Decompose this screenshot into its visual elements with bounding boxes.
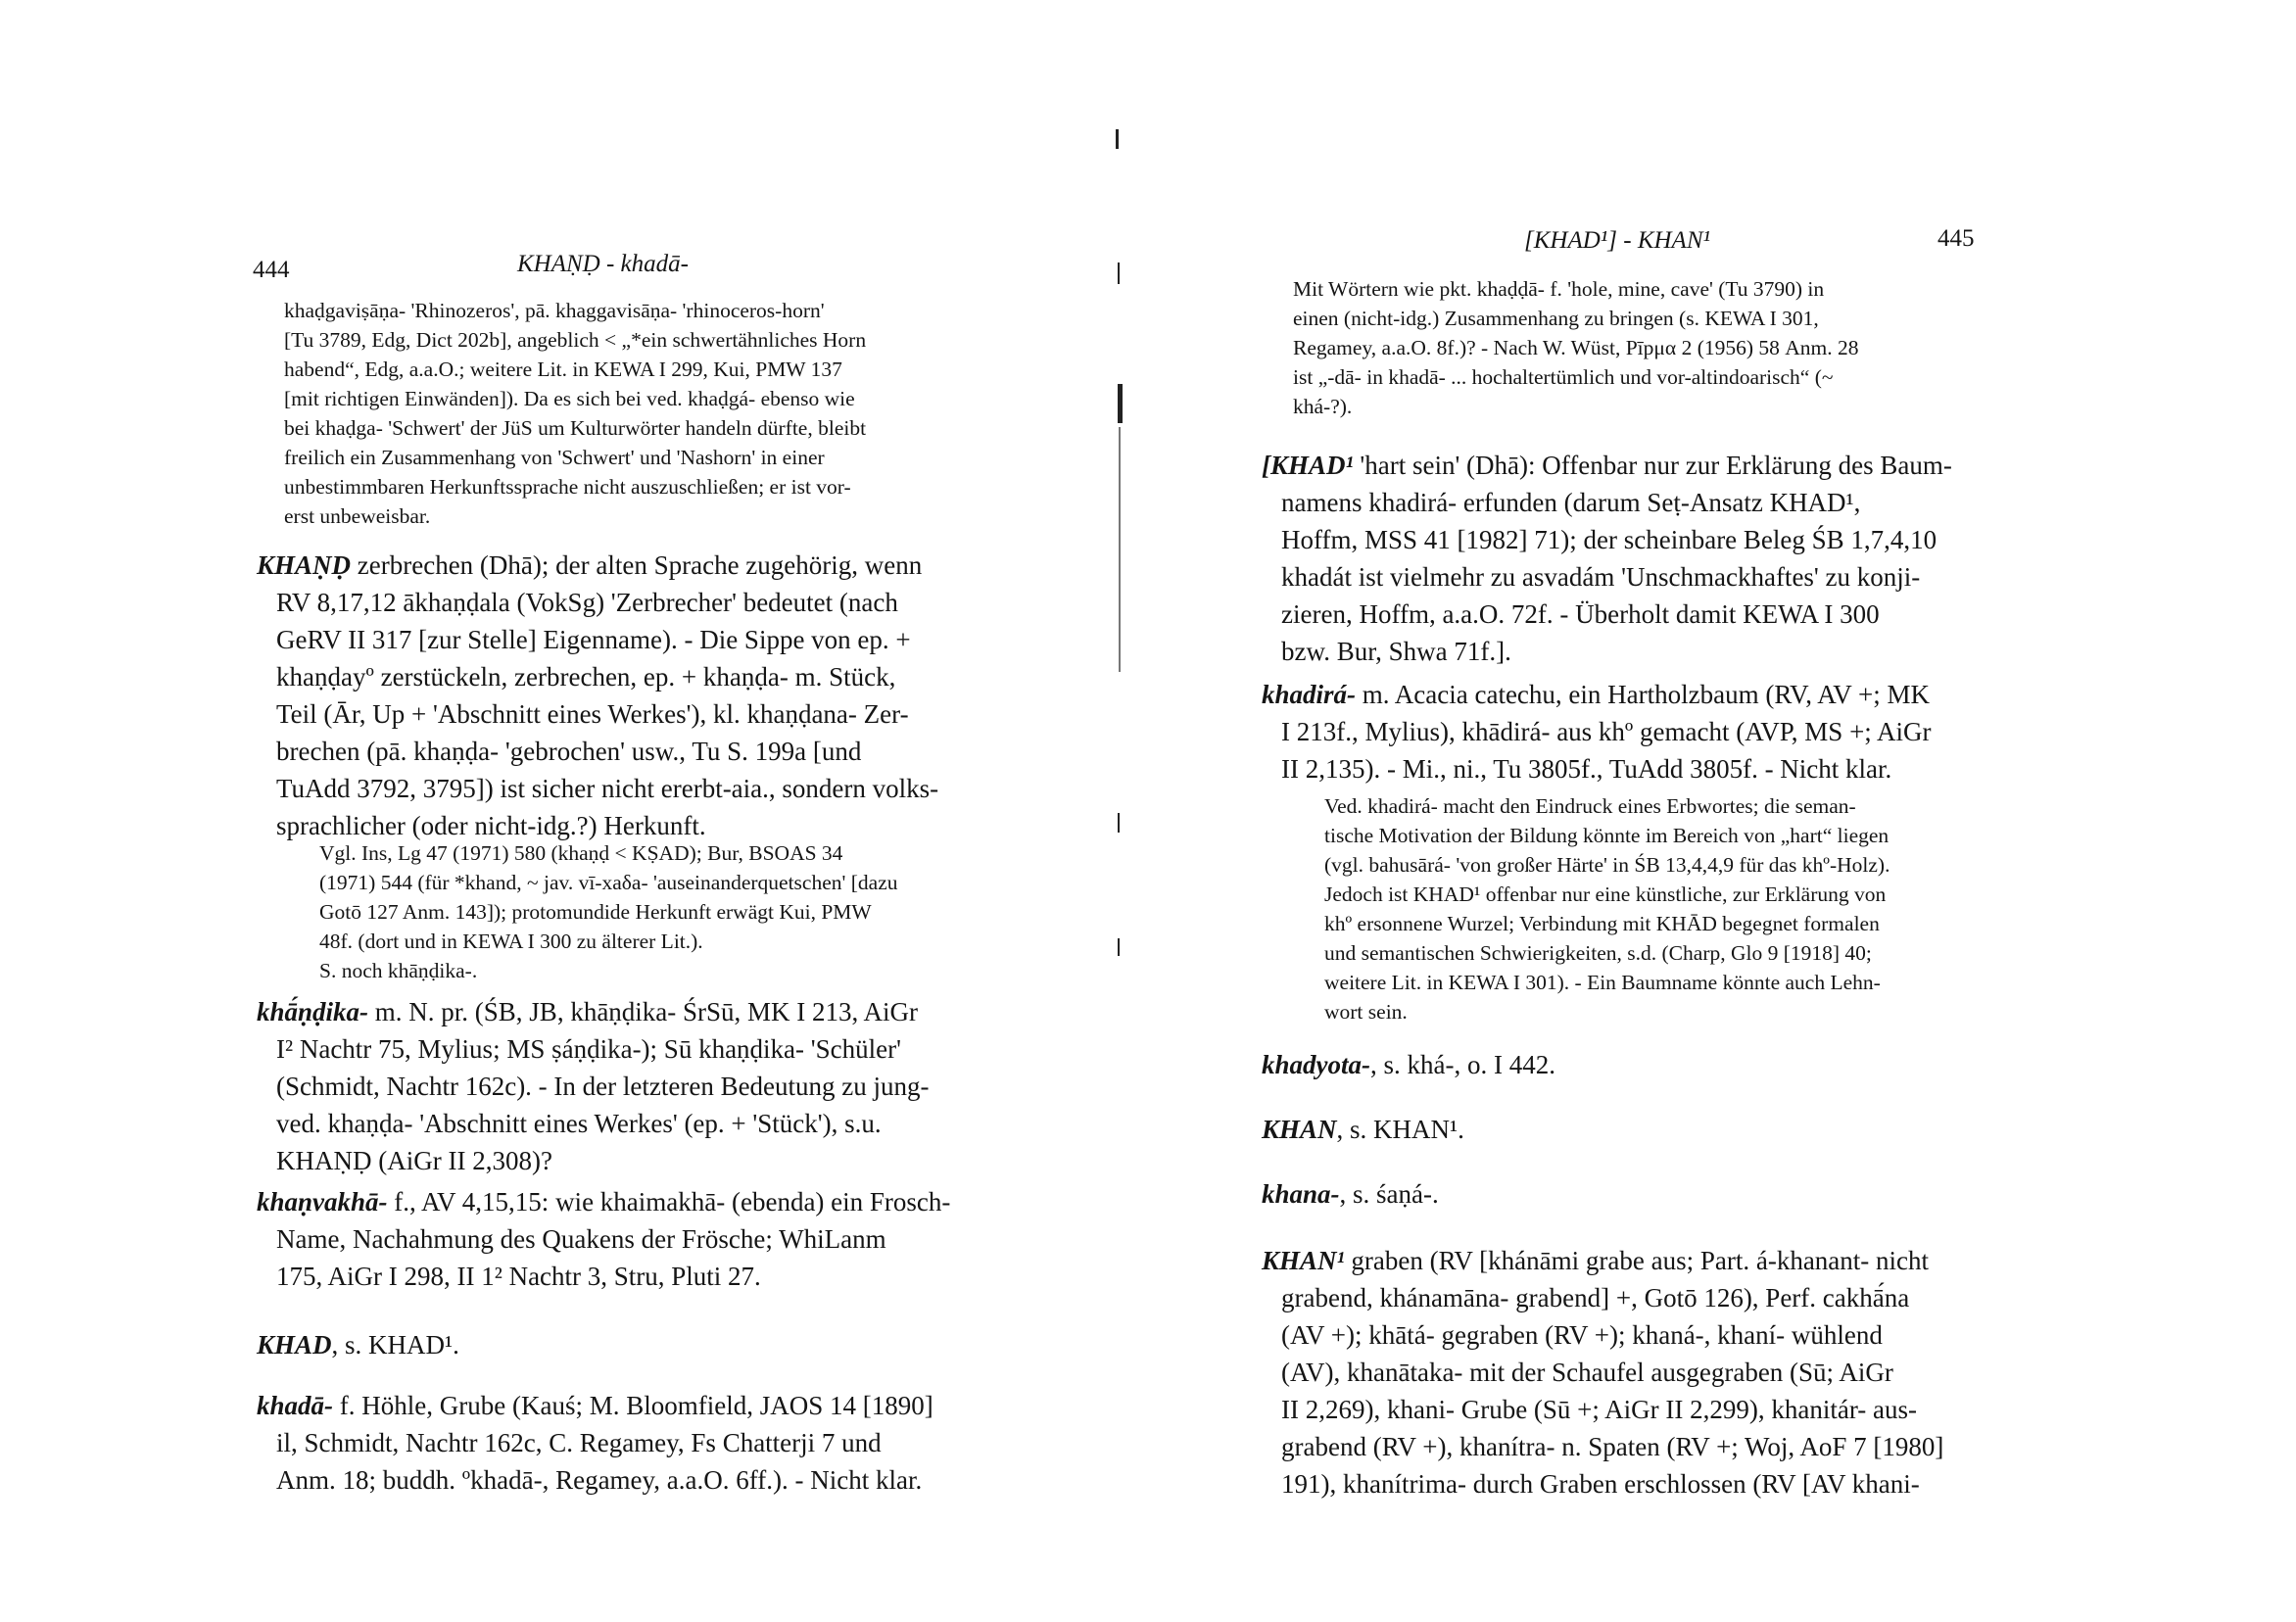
entry-headword: KHAN¹ — [1262, 1246, 1345, 1275]
entry-headword: KHAD — [257, 1330, 332, 1360]
right-page — [1136, 0, 2296, 1622]
entry-note — [319, 838, 897, 985]
entry-text: f., AV 4,15,15: wie khaimakhā- (ebenda) ein Frosch- — [387, 1187, 951, 1216]
entry-text: 175, AiGr I 298, II 1² Nachtr 3, Stru, Pluti 27. — [276, 1262, 761, 1291]
entry-headword: KHAṆḌ — [257, 550, 352, 580]
carryover-note — [284, 296, 866, 531]
dictionary-entry — [1262, 1242, 1943, 1503]
entry-text: II 2,135). - Mi., ni., Tu 3805f., TuAdd 3805f. - Nicht klar. — [1281, 754, 1892, 784]
entry-text: zieren, Hoffm, a.a.O. 72f. - Überholt damit KEWA I 300 — [1281, 599, 1880, 629]
note-line: (vgl. bahusārá- 'von großer Härte' in ŚB 13,4,4,9 für das khº-Holz). — [1324, 853, 1890, 877]
note-line: khá-?). — [1293, 395, 1353, 418]
note-line: unbestimmbaren Herkunftssprache nicht auszuschließen; er ist vor- — [284, 475, 851, 499]
note-line: ist „-dā- in khadā- ... hochaltertümlich und vor-altindoarisch“ (~ — [1293, 365, 1834, 389]
scan-mark — [1116, 129, 1119, 149]
note-line: habend“, Edg, a.a.O.; weitere Lit. in KEWA I 299, Kui, PMW 137 — [284, 358, 842, 381]
entry-text: brechen (pā. khaṇḍa- 'gebrochen' usw., Tu S. 199a [und — [276, 737, 862, 766]
entry-text: namens khadirá- erfunden (darum Seṭ-Ansatz KHAD¹, — [1281, 488, 1861, 517]
scan-mark — [1118, 813, 1120, 833]
note-line: einen (nicht-idg.) Zusammenhang zu bringen (s. KEWA I 301, — [1293, 307, 1819, 330]
entry-text: , s. khá-, o. I 442. — [1370, 1050, 1555, 1079]
note-line: weitere Lit. in KEWA I 301). - Ein Baumname könnte auch Lehn- — [1324, 971, 1881, 994]
scan-mark — [1118, 384, 1123, 423]
entry-text: , s. KHAD¹. — [331, 1330, 459, 1360]
dictionary-entry — [257, 1387, 933, 1499]
entry-text: f. Höhle, Grube (Kauś; M. Bloomfield, JAOS 14 [1890] — [333, 1391, 933, 1420]
entry-text: il, Schmidt, Nachtr 162c, C. Regamey, Fs Chatterji 7 und — [276, 1428, 882, 1457]
entry-text: (AV), khanātaka- mit der Schaufel ausgegraben (Sū; AiGr — [1281, 1358, 1893, 1387]
entry-text: GeRV II 317 [zur Stelle] Eigenname). - Die Sippe von ep. + — [276, 625, 911, 654]
dictionary-entry — [1262, 676, 1932, 787]
scan-mark — [1118, 262, 1120, 284]
entry-headword: khadirá- — [1262, 680, 1357, 709]
entry-text: m. N. pr. (ŚB, JB, khāṇḍika- ŚrSū, MK I 213, AiGr — [368, 997, 919, 1026]
entry-text: khadát ist vielmehr zu asvadám 'Unschmackhaftes' zu konji- — [1281, 562, 1921, 592]
entry-text: 'hart sein' (Dhā): Offenbar nur zur Erklärung des Baum- — [1353, 451, 1952, 480]
entry-text: grabend (RV +), khanítra- n. Spaten (RV +; Woj, AoF 7 [1980] — [1281, 1432, 1944, 1461]
running-head: KHAṆḌ - khadā- — [517, 251, 689, 277]
note-line: (1971) 544 (für *khand, ~ jav. vī-xaδa- 'auseinanderquetschen' [dazu — [319, 871, 898, 894]
note-line: [Tu 3789, Edg, Dict 202b], angeblich < „*ein schwertähnliches Horn — [284, 328, 867, 352]
entry-text: m. Acacia catechu, ein Hartholzbaum (RV, AV +; MK — [1356, 680, 1930, 709]
dictionary-entry — [257, 1326, 459, 1363]
entry-headword: khana- — [1262, 1179, 1340, 1209]
note-line: wort sein. — [1324, 1000, 1408, 1024]
note-line: und semantischen Schwierigkeiten, s.d. (Charp, Glo 9 [1918] 40; — [1324, 941, 1872, 965]
running-head: [KHAD¹] - KHAN¹ — [1524, 227, 1711, 254]
note-line: Jedoch ist KHAD¹ offenbar nur eine künstliche, zur Erklärung von — [1324, 883, 1887, 906]
entry-text: I² Nachtr 75, Mylius; MS ṣáṇḍika-); Sū khaṇḍika- 'Schüler' — [276, 1034, 901, 1064]
entry-text: khaṇḍayº zerstückeln, zerbrechen, ep. + khaṇḍa- m. Stück, — [276, 662, 896, 692]
entry-headword: [KHAD¹ — [1262, 451, 1354, 480]
dictionary-entry — [257, 993, 930, 1179]
entry-headword: khadā- — [257, 1391, 334, 1420]
entry-text: RV 8,17,12 ākhaṇḍala (VokSg) 'Zerbrecher' bedeutet (nach — [276, 588, 898, 617]
entry-headword: KHAN — [1262, 1115, 1337, 1144]
entry-text: graben (RV [khánāmi grabe aus; Part. á-khanant- nicht — [1344, 1246, 1930, 1275]
entry-headword: khā́ṇḍika- — [257, 997, 369, 1026]
left-page — [0, 0, 1136, 1622]
note-line: Mit Wörtern wie pkt. khaḍḍā- f. 'hole, mine, cave' (Tu 3790) in — [1293, 277, 1825, 301]
entry-headword: khadyota- — [1262, 1050, 1370, 1079]
entry-text: grabend, khánamāna- grabend] +, Gotō 126), Perf. cakhā́na — [1281, 1283, 1910, 1312]
entry-text: ved. khaṇḍa- 'Abschnitt eines Werkes' (ep. + 'Stück'), s.u. — [276, 1109, 882, 1138]
entry-text: (Schmidt, Nachtr 162c). - In der letzteren Bedeutung zu jung- — [276, 1072, 930, 1101]
entry-text: sprachlicher (oder nicht-idg.?) Herkunft. — [276, 811, 706, 840]
entry-headword: khaṇvakhā- — [257, 1187, 388, 1216]
page-number: 445 — [1937, 225, 1975, 252]
note-line: bei khaḍga- 'Schwert' der JüS um Kulturwörter handeln dürfte, bleibt — [284, 416, 867, 440]
dictionary-entry — [1262, 1046, 1555, 1083]
page-number: 444 — [253, 257, 290, 283]
entry-text: TuAdd 3792, 3795]) ist sicher nicht ererbt-aia., sondern volks- — [276, 774, 939, 803]
entry-text: 191), khanítrima- durch Graben erschlossen (RV [AV khani- — [1281, 1469, 1920, 1499]
scan-mark — [1119, 427, 1121, 672]
entry-text: I 213f., Mylius), khādirá- aus khº gemacht (AVP, MS +; AiGr — [1281, 717, 1932, 746]
note-line: khaḍgaviṣāṇa- 'Rhinozeros', pā. khaggavisāṇa- 'rhinoceros-horn' — [284, 299, 825, 322]
carryover-note — [1293, 274, 1859, 421]
note-line: 48f. (dort und in KEWA I 300 zu älterer Lit.). — [319, 930, 703, 953]
note-line: erst unbeweisbar. — [284, 504, 431, 528]
entry-text: Hoffm, MSS 41 [1982] 71); der scheinbare Beleg ŚB 1,7,4,10 — [1281, 525, 1937, 554]
note-line: freilich ein Zusammenhang von 'Schwert' und 'Nashorn' in einer — [284, 446, 825, 469]
note-line: [mit richtigen Einwänden]). Da es sich bei ved. khaḍgá- ebenso wie — [284, 387, 855, 410]
dictionary-entry — [1262, 1111, 1464, 1148]
note-line: tische Motivation der Bildung könnte im Bereich von „hart“ liegen — [1324, 824, 1889, 847]
note-line: khº ersonnene Wurzel; Verbindung mit KHĀD begegnet formalen — [1324, 912, 1880, 935]
entry-text: bzw. Bur, Shwa 71f.]. — [1281, 637, 1511, 666]
scan-mark — [1118, 938, 1120, 956]
note-line: S. noch khāṇḍika-. — [319, 959, 478, 982]
dictionary-entry — [257, 547, 938, 844]
entry-text: II 2,269), khani- Grube (Sū +; AiGr II 2,299), khanitár- aus- — [1281, 1395, 1918, 1424]
entry-text: , s. KHAN¹. — [1336, 1115, 1464, 1144]
note-line: Ved. khadirá- macht den Eindruck eines Erbwortes; die seman- — [1324, 794, 1856, 818]
note-line: Vgl. Ins, Lg 47 (1971) 580 (khaṇḍ < KṢAD); Bur, BSOAS 34 — [319, 841, 843, 865]
entry-text: Anm. 18; buddh. ºkhadā-, Regamey, a.a.O. 6ff.). - Nicht klar. — [276, 1465, 923, 1495]
entry-text: Name, Nachahmung des Quakens der Frösche; WhiLanm — [276, 1224, 886, 1254]
note-line: Regamey, a.a.O. 8f.)? - Nach W. Wüst, Pīpμα 2 (1956) 58 Anm. 28 — [1293, 336, 1859, 359]
dictionary-entry — [1262, 447, 1952, 670]
entry-text: KHAṆḌ (AiGr II 2,308)? — [276, 1146, 552, 1175]
entry-text: Teil (Ār, Up + 'Abschnitt eines Werkes'), kl. khaṇḍana- Zer- — [276, 699, 909, 729]
entry-note — [1324, 791, 1889, 1026]
dictionary-entry — [257, 1183, 950, 1295]
note-line: Gotō 127 Anm. 143]); protomundide Herkunft erwägt Kui, PMW — [319, 900, 872, 924]
entry-text: , s. śaṇá-. — [1339, 1179, 1439, 1209]
entry-text: zerbrechen (Dhā); der alten Sprache zugehörig, wenn — [351, 550, 923, 580]
dictionary-entry — [1262, 1175, 1439, 1213]
entry-text: (AV +); khātá- gegraben (RV +); khaná-, khaní- wühlend — [1281, 1320, 1883, 1350]
